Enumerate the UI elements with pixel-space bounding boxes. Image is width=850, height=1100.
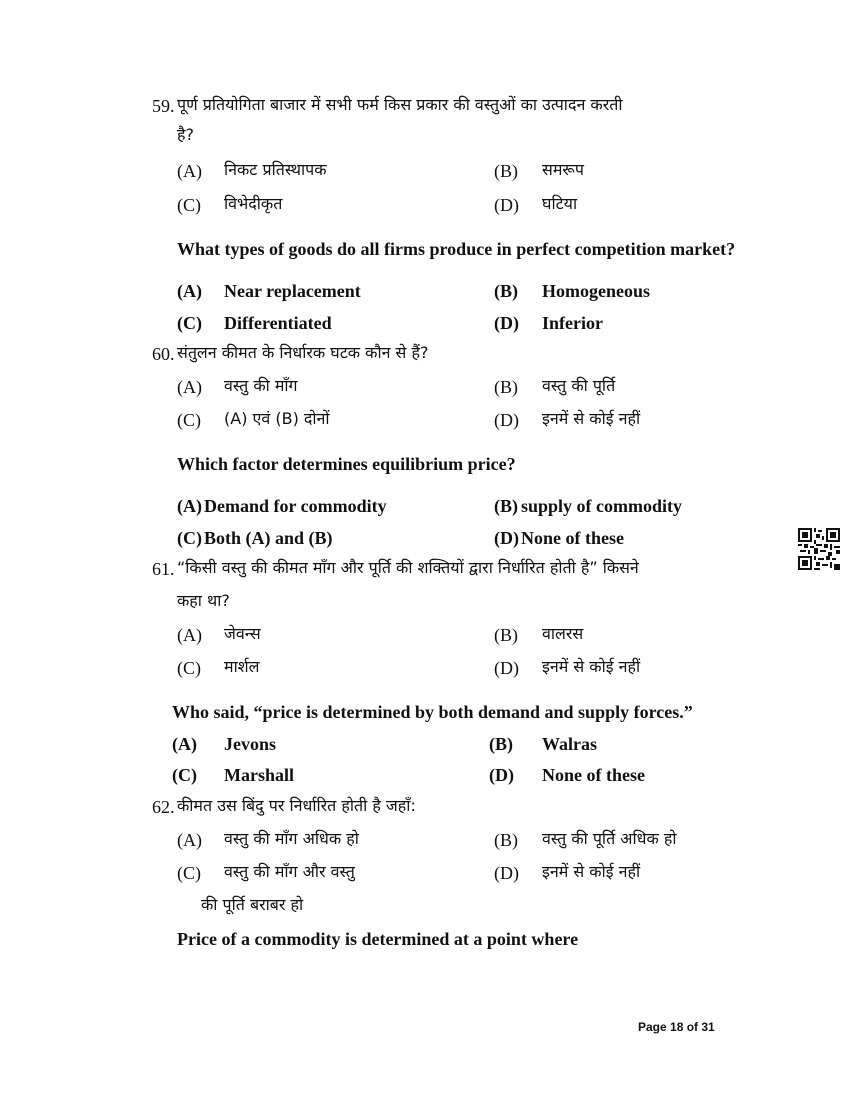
q61-en-option-b-label: (B): [489, 734, 513, 754]
q61-hi-option-b: वालरस: [542, 624, 584, 643]
q60-hi-option-c-label: (C): [177, 410, 201, 430]
q61-hi-option-b-label: (B): [494, 625, 518, 645]
q60-hi-option-d-label: (D): [494, 410, 519, 430]
q60-hi-option-b-label: (B): [494, 377, 518, 397]
q61-en-option-a-label: (A): [172, 734, 197, 754]
q60-en-option-a: Demand for commodity: [204, 496, 387, 516]
q60-en-option-b-label: (B): [494, 496, 518, 516]
q62-hi-option-c-label: (C): [177, 863, 201, 883]
q59-en-option-c-label: (C): [177, 313, 202, 333]
q59-hi-option-d: घटिया: [542, 194, 578, 213]
q60-en-option-c-label: (C): [177, 528, 202, 548]
q62-hi-option-a-label: (A): [177, 830, 202, 850]
question-number-62: 62.: [152, 797, 175, 817]
q62-hi-option-a: वस्तु की माँग अधिक हो: [224, 829, 359, 848]
q61-hi-option-d-label: (D): [494, 658, 519, 678]
q62-hindi-question: कीमत उस बिंदु पर निर्धारित होती है जहाँ:: [177, 796, 416, 815]
q60-en-option-d: None of these: [521, 528, 624, 548]
q59-en-option-c: Differentiated: [224, 313, 332, 333]
q61-en-option-d-label: (D): [489, 765, 514, 785]
q62-hi-option-b-label: (B): [494, 830, 518, 850]
q61-hindi-question: “किसी वस्तु की कीमत माँग और पूर्ति की शक्तियों द्वारा निर्धारित होती है” किसने: [177, 558, 639, 577]
q59-hi-option-a: निकट प्रतिस्थापक: [224, 160, 327, 179]
q62-hi-option-b: वस्तु की पूर्ति अधिक हो: [542, 829, 677, 848]
q61-en-option-b: Walras: [542, 734, 598, 754]
q59-en-option-a-label: (A): [177, 281, 202, 301]
q61-en-option-a: Jevons: [224, 734, 277, 754]
q60-hi-option-d: इनमें से कोई नहीं: [542, 409, 641, 428]
question-number-59: 59.: [152, 96, 175, 116]
q61-en-option-c-label: (C): [172, 765, 197, 785]
q61-hi-option-a-label: (A): [177, 625, 202, 645]
q59-hi-option-b: समरूप: [542, 160, 584, 179]
q61-hi-option-d: इनमें से कोई नहीं: [542, 657, 641, 676]
q61-hi-option-c-label: (C): [177, 658, 201, 678]
q59-hi-option-b-label: (B): [494, 161, 518, 181]
q61-en-option-c: Marshall: [224, 765, 294, 785]
q60-en-option-c: Both (A) and (B): [204, 528, 333, 548]
q60-hindi-question: संतुलन कीमत के निर्धारक घटक कौन से हैं?: [177, 343, 429, 362]
q62-hi-option-c: वस्तु की माँग और वस्तु: [224, 862, 355, 881]
question-number-61: 61.: [152, 559, 175, 579]
q59-en-option-d: Inferior: [542, 313, 603, 333]
q61-hi-option-a: जेवन्स: [224, 624, 261, 643]
q60-hi-option-b: वस्तु की पूर्ति: [542, 376, 616, 395]
question-number-60: 60.: [152, 344, 175, 364]
q61-hi-option-c: मार्शल: [224, 657, 260, 676]
q59-english-question: What types of goods do all firms produce in perfect competition market?: [177, 239, 736, 259]
q59-en-option-a: Near replacement: [224, 281, 361, 301]
q60-english-question: Which factor determines equilibrium price?: [177, 454, 516, 474]
q62-english-question: Price of a commodity is determined at a point where: [177, 929, 579, 949]
qr-code-icon: [798, 528, 840, 570]
q59-en-option-b-label: (B): [494, 281, 518, 301]
q60-hi-option-a-label: (A): [177, 377, 202, 397]
q62-hi-option-d: इनमें से कोई नहीं: [542, 862, 641, 881]
q60-hi-option-c: (A) एवं (B) दोनों: [224, 409, 330, 428]
q59-hi-option-d-label: (D): [494, 195, 519, 215]
q60-en-option-b: supply of commodity: [521, 496, 683, 516]
q59-hi-option-c: विभेदीकृत: [224, 194, 283, 213]
page-number: Page 18 of 31: [638, 1020, 715, 1034]
q59-hi-option-a-label: (A): [177, 161, 202, 181]
q62-hi-option-c-cont: की पूर्ति बराबर हो: [201, 895, 304, 914]
q60-en-option-a-label: (A): [177, 496, 202, 516]
q61-english-question: Who said, “price is determined by both demand and supply forces.”: [172, 702, 693, 722]
q61-hindi-question-cont: कहा था?: [177, 591, 230, 610]
q60-hi-option-a: वस्तु की माँग: [224, 376, 298, 395]
q59-hindi-question: पूर्ण प्रतियोगिता बाजार में सभी फर्म किस प्रकार की वस्तुओं का उत्पादन करती: [177, 95, 623, 114]
q59-en-option-b: Homogeneous: [542, 281, 650, 301]
q59-hi-option-c-label: (C): [177, 195, 201, 215]
q62-hi-option-d-label: (D): [494, 863, 519, 883]
q61-en-option-d: None of these: [542, 765, 645, 785]
q60-en-option-d-label: (D): [494, 528, 519, 548]
q59-hindi-question-cont: है?: [177, 125, 194, 144]
q59-en-option-d-label: (D): [494, 313, 519, 333]
